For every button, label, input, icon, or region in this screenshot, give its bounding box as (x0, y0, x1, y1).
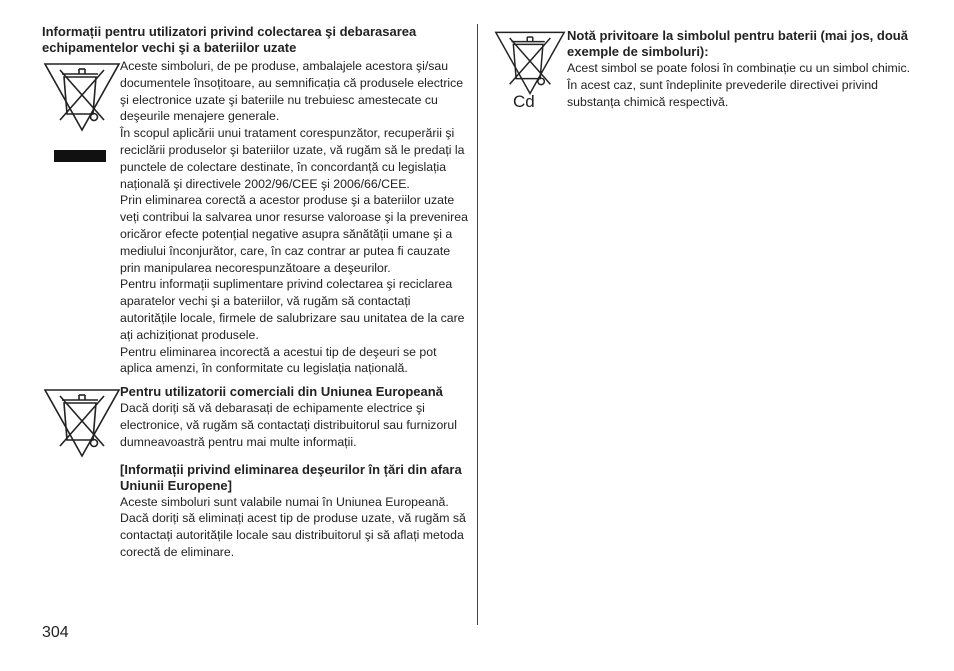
crossed-out-wheelie-bin-icon (42, 384, 122, 460)
left-column (42, 24, 468, 561)
section-body (120, 384, 468, 450)
weee-symbol-group (42, 58, 122, 162)
right-column (493, 6, 913, 111)
section-body (120, 462, 468, 561)
section-commercial-users (42, 384, 468, 450)
section-battery-symbol-note (493, 28, 913, 110)
paragraph: Aceste simboluri sunt valabile numai în Uniunea Europeană. Dacă doriți să eliminați acest tip de produse uzate, vă rugăm să contactați autoritățile locale sau distribuitorul şi să aflați metoda corectă de eliminare. (120, 494, 466, 559)
separate-collection-bar (54, 150, 106, 162)
paragraph: Prin eliminarea corectă a acestor produse şi a bateriilor uzate veți contribui la salvarea unor resurse valoroase şi la prevenirea oricăror efecte potențial negative asupra sănătății umane şi a mediului înconjurător, care, în caz contrar ar putea fi cauzate prin manipularea necorespunzătoare a deşeurilor. (120, 193, 468, 275)
paragraph: Dacă doriți să vă debarasați de echipamente electrice şi electronice, vă rugăm să contactați distribuitorul sau furnizorul dumneavoastră pentru mai multe informații. (120, 401, 457, 449)
weee-symbol-group (42, 384, 122, 460)
paragraph: Pentru eliminarea incorectă a acestui tip de deşeuri se pot aplica amenzi, în conformitate cu legislația națională. (120, 344, 437, 376)
column-divider (477, 24, 478, 625)
section-heading-user-information: Informații pentru utilizatori privind colectarea şi debarasarea echipamentelor vechi şi a bateriilor uzate (42, 24, 417, 55)
paragraph: Acest simbol se poate folosi în combinație cu un simbol chimic. În acest caz, sunt îndeplinite prevederile directivei privind substanța chimică respectivă. (567, 61, 911, 109)
section-heading-battery-symbol: Notă privitoare la simbolul pentru baterii (mai jos, două exemple de simboluri): (567, 28, 908, 59)
section-body (120, 58, 468, 377)
paragraph: Pentru informații suplimentare privind colectarea şi reciclarea aparatelor vechi şi a bateriilor, vă rugăm să contactați autoritățile locale, firmele de salubrizare sau unitatea de la care ați achiziționat produsele. (120, 277, 465, 342)
section-heading-non-eu-disposal: [Informații privind eliminarea deşeurilor în țări din afara Uniunii Europene] (120, 461, 462, 493)
paragraph: Aceste simboluri, de pe produse, ambalajele acestora şi/sau documentele însoțitoare, au semnificația că produsele electrice şi electronice uzate şi bateriile nu trebuiesc amestecate cu deşeurile menajere generale. (120, 59, 464, 124)
battery-symbol-group (493, 24, 573, 112)
crossed-out-wheelie-bin-icon (42, 58, 122, 134)
crossed-out-wheelie-bin-icon (493, 24, 573, 100)
section-body (567, 28, 913, 110)
section-non-eu-disposal (42, 462, 468, 561)
paragraph: În scopul aplicării unui tratament corespunzător, recuperării şi reciclării produselor şi bateriilor uzate, vă rugăm să le predați la punctele de colectare destinate, în concordanță cu legislația națională şi directivele 2002/96/CEE şi 2006/66/CEE. (120, 126, 465, 191)
chemical-symbol-label: Cd (513, 92, 535, 111)
page-number: 304 (42, 624, 69, 641)
section-user-information (42, 58, 468, 377)
section-heading-commercial-users: Pentru utilizatorii comerciali din Uniunea Europeană (120, 384, 443, 400)
